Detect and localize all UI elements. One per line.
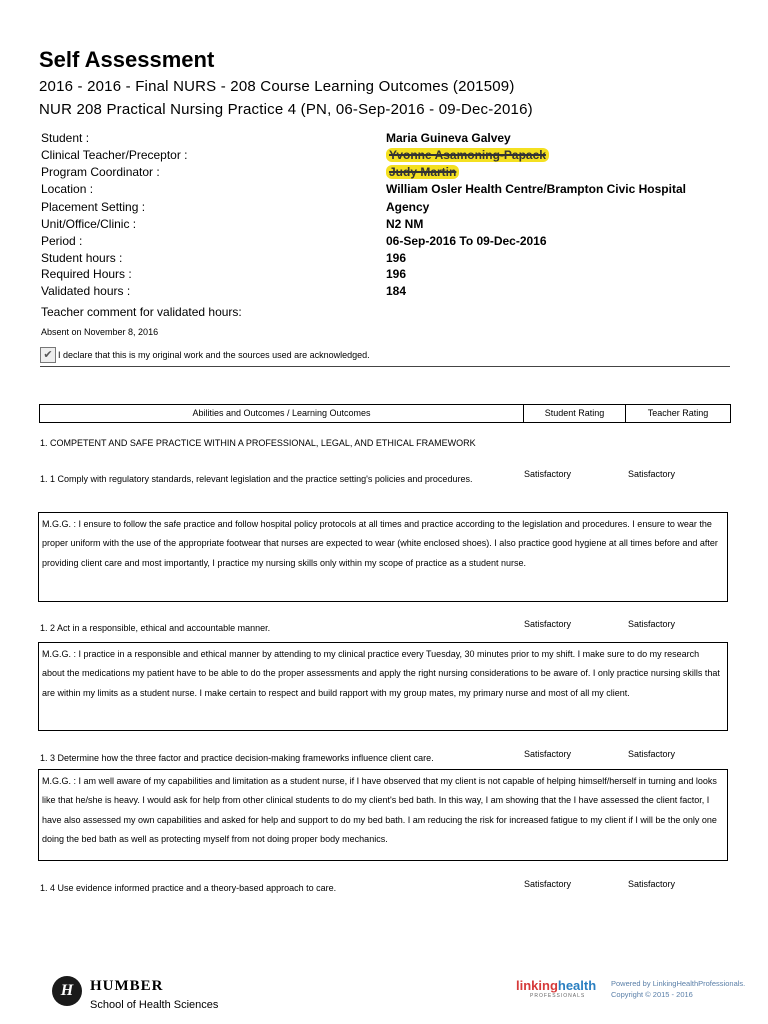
col-teacher-rating: Teacher Rating (647, 408, 709, 418)
course-name: NUR 208 Practical Nursing Practice 4 (PN, 06-Sep-2016 - 09-Dec-2016) (39, 101, 533, 118)
program-coordinator-label: Program Coordinator : (41, 165, 160, 179)
humber-emblem-icon: H (52, 976, 82, 1006)
validated-hours-value: 184 (386, 284, 407, 298)
linkinghealth-logo: linkinghealth (516, 978, 597, 993)
powered-by (611, 978, 745, 1000)
copyright-text: Copyright © 2015 - 2016 (611, 990, 693, 999)
linkinghealth-subtitle: PROFESSIONALS (530, 993, 586, 999)
unit-label: Unit/Office/Clinic : (41, 217, 137, 231)
period-label: Period : (41, 234, 83, 248)
student-rating: Satisfactory (524, 749, 572, 759)
outcome-text: 1. 1 Comply with regulatory standards, relevant legislation and the practice setting's policies and procedures. (40, 474, 473, 484)
powered-by-text: Powered by LinkingHealthProfessionals. (611, 979, 746, 988)
check-icon: ✔ (43, 349, 53, 361)
section-title: 1. COMPETENT AND SAFE PRACTICE WITHIN A PROFESSIONAL, LEGAL, AND ETHICAL FRAMEWORK (40, 438, 476, 448)
divider (40, 366, 730, 367)
required-hours-value: 196 (386, 267, 407, 281)
program-coordinator-value (386, 165, 459, 179)
student-rating: Satisfactory (524, 879, 572, 889)
outcome-text: 1. 3 Determine how the three factor and practice decision-making frameworks influence client care. (40, 753, 434, 763)
unit-value: N2 NM (386, 217, 424, 231)
location-label: Location : (41, 182, 94, 196)
teacher-rating: Satisfactory (628, 469, 676, 479)
page-title: Self Assessment (39, 47, 215, 72)
teacher-rating: Satisfactory (628, 749, 676, 759)
teacher-rating: Satisfactory (628, 879, 676, 889)
teacher-rating: Satisfactory (628, 619, 676, 629)
student-label: Student : (41, 131, 90, 145)
placement-setting-label: Placement Setting : (41, 200, 146, 214)
outcome-text: 1. 4 Use evidence informed practice and a theory-based approach to care. (40, 883, 337, 893)
declaration-text: I declare that this is my original work and the sources used are acknowledged. (58, 350, 370, 360)
outcome-comment: M.G.G. : I practice in a responsible and ethical manner by attending to my clinical practice every Tuesday, 30 minutes prior to my shift. I make sure to do my research about the medications my patient have to be able to do the proper assessments and apply the right nursing considerations to be aware of. I only practice nursing skills that are within my limits as a student nurse. I make certain to respect and build rapport with my group mates, my primary nurse and most of all my client. (38, 642, 728, 731)
student-rating: Satisfactory (524, 469, 572, 479)
humber-logo (52, 976, 82, 1006)
teacher-comment-text: Absent on November 8, 2016 (41, 327, 159, 337)
placement-setting-value: Agency (386, 200, 430, 214)
clinical-teacher-value (386, 148, 549, 162)
validated-hours-label: Validated hours : (41, 284, 131, 298)
col-outcomes: Abilities and Outcomes / Learning Outcomes (40, 405, 524, 422)
declaration-checkbox[interactable] (40, 347, 56, 363)
outcomes-table-header (39, 404, 731, 423)
student-hours-value: 196 (386, 251, 407, 265)
humber-name: HUMBER (90, 978, 164, 994)
student-hours-label: Student hours : (41, 251, 123, 265)
student-rating: Satisfactory (524, 619, 572, 629)
outcome-text: 1. 2 Act in a responsible, ethical and accountable manner. (40, 623, 271, 633)
course-outcomes-title: 2016 - 2016 - Final NURS - 208 Course Learning Outcomes (201509) (39, 78, 515, 95)
teacher-comment-label: Teacher comment for validated hours: (41, 305, 242, 319)
clinical-teacher-redacted: Yvonne Asamoning-Papack (386, 148, 549, 162)
outcome-comment: M.G.G. : I ensure to follow the safe practice and follow hospital policy protocols at all times and practice according to the legislation and procedures. I ensure to wear the proper uniform with the use of the appropriate footwear that nurses are expected to wear (white enclosed shoes). I also practice good hygiene at all times before and after providing client care and most importantly, I practice my nursing skills only within my scope of practice as a student nurse. (38, 512, 728, 602)
clinical-teacher-label: Clinical Teacher/Preceptor : (41, 148, 188, 162)
student-value: Maria Guineva Galvey (386, 131, 511, 145)
location-value: William Osler Health Centre/Brampton Civic Hospital (386, 182, 686, 196)
col-student-rating: Student Rating (524, 405, 626, 422)
program-coordinator-redacted: Judy Martin (386, 165, 459, 179)
required-hours-label: Required Hours : (41, 267, 132, 281)
outcome-comment: M.G.G. : I am well aware of my capabilities and limitation as a student nurse, if I have observed that my client is not capable of helping himself/herself in turning and looks like that he/she is heavy. I would ask for help from other clinical students to do my client's bed bath. In this way, I am showing that the I have assessed the client factor, I have also assessed my own capabilities and asked for help and support to do my bed bath. I am reducing the risk for increased fatigue to my client if I will be the only one doing the bed bath as well as protecting myself from not doing proper body mechanics. (38, 769, 728, 861)
period-value: 06-Sep-2016 To 09-Dec-2016 (386, 234, 547, 248)
humber-school: School of Health Sciences (90, 999, 219, 1011)
